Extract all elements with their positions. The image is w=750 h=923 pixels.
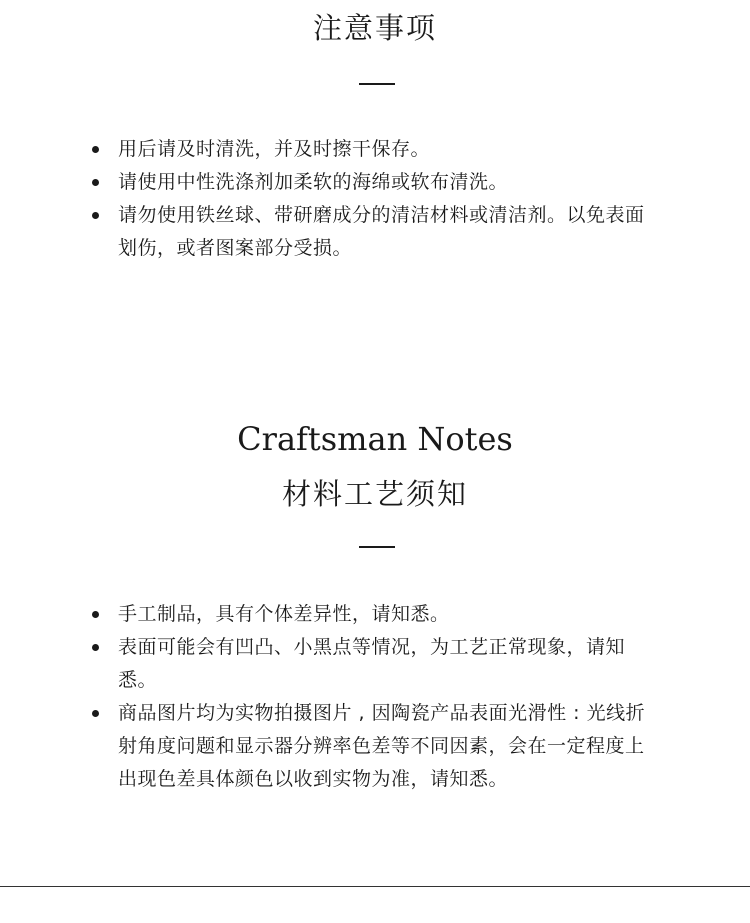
list-item: 用后请及时清洗，并及时擦干保存。 [90, 133, 660, 166]
craft-notes-list [90, 598, 660, 796]
list-item: 请勿使用铁丝球、带研磨成分的清洁材料或清洁剂。以免表面划伤，或者图案部分受损。 [90, 199, 660, 265]
list-item: 商品图片均为实物拍摄图片 , 因陶瓷产品表面光滑性 : 光线折射角度问题和显示器分辨率色差等不同因素，会在一定程度上出现色差具体颜色以收到实物为准，请知悉。 [90, 697, 660, 796]
care-section-divider [359, 83, 395, 85]
craft-section-title-en: Craftsman Notes [237, 420, 513, 458]
craft-section-divider [359, 546, 395, 548]
list-item: 请使用中性洗涤剂加柔软的海绵或软布清洗。 [90, 166, 660, 199]
list-item: 表面可能会有凹凸、小黑点等情况，为工艺正常现象，请知悉。 [90, 631, 660, 697]
care-section-title: 注意事项 [312, 11, 437, 45]
list-item: 手工制品，具有个体差异性，请知悉。 [90, 598, 660, 631]
care-notes-list [90, 133, 660, 265]
craft-section-title-cn: 材料工艺须知 [281, 477, 468, 511]
bottom-divider [0, 886, 750, 887]
